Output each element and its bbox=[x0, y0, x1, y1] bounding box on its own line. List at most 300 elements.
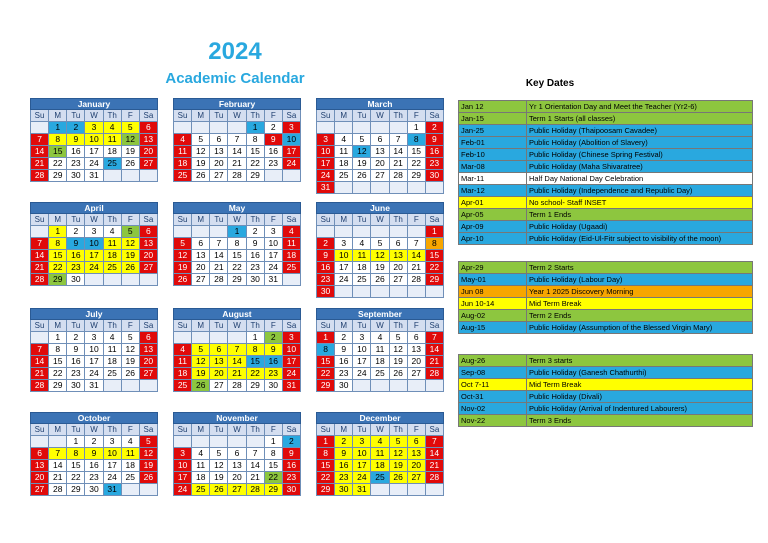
day-cell: 26 bbox=[192, 170, 210, 182]
day-cell: 2 bbox=[67, 332, 85, 344]
day-header: M bbox=[192, 424, 210, 436]
day-cell: 1 bbox=[408, 122, 426, 134]
day-cell: 28 bbox=[228, 170, 246, 182]
day-header: Th bbox=[390, 110, 408, 122]
month-july bbox=[30, 308, 158, 392]
empty-cell bbox=[31, 122, 49, 134]
day-cell: 18 bbox=[335, 158, 353, 170]
day-cell: 11 bbox=[283, 238, 301, 250]
day-cell: 19 bbox=[371, 262, 389, 274]
day-cell: 22 bbox=[408, 158, 426, 170]
day-header: Th bbox=[104, 320, 122, 332]
day-cell: 12 bbox=[353, 146, 371, 158]
day-header: M bbox=[49, 214, 67, 226]
month-grid bbox=[173, 424, 301, 496]
day-cell: 12 bbox=[371, 250, 389, 262]
day-header: Sa bbox=[426, 214, 444, 226]
day-cell: 12 bbox=[210, 460, 228, 472]
month-title: March bbox=[316, 98, 444, 110]
empty-cell bbox=[426, 286, 444, 298]
day-cell: 2 bbox=[317, 238, 335, 250]
day-header: Th bbox=[247, 214, 265, 226]
day-cell: 26 bbox=[192, 380, 210, 392]
month-may bbox=[173, 202, 301, 286]
empty-cell bbox=[122, 380, 140, 392]
empty-cell bbox=[104, 380, 122, 392]
day-cell: 15 bbox=[49, 250, 67, 262]
day-cell: 10 bbox=[283, 344, 301, 356]
day-header: M bbox=[49, 424, 67, 436]
day-cell: 1 bbox=[265, 436, 283, 448]
empty-cell bbox=[174, 122, 192, 134]
day-cell: 8 bbox=[426, 238, 444, 250]
empty-cell bbox=[371, 226, 389, 238]
month-title: July bbox=[30, 308, 158, 320]
day-cell: 30 bbox=[265, 380, 283, 392]
day-cell: 22 bbox=[49, 262, 67, 274]
empty-cell bbox=[408, 380, 426, 392]
day-cell: 29 bbox=[247, 380, 265, 392]
day-cell: 28 bbox=[31, 274, 49, 286]
day-cell: 19 bbox=[174, 262, 192, 274]
day-header: W bbox=[85, 424, 103, 436]
key-date-row bbox=[458, 274, 753, 286]
day-cell: 31 bbox=[283, 380, 301, 392]
day-cell: 3 bbox=[353, 332, 371, 344]
day-cell: 14 bbox=[228, 356, 246, 368]
day-cell: 26 bbox=[140, 472, 158, 484]
day-cell: 22 bbox=[67, 472, 85, 484]
empty-cell bbox=[390, 182, 408, 194]
day-cell: 5 bbox=[192, 344, 210, 356]
day-header: Sa bbox=[426, 424, 444, 436]
day-cell: 27 bbox=[210, 380, 228, 392]
day-cell: 3 bbox=[335, 238, 353, 250]
month-december bbox=[316, 412, 444, 496]
empty-cell bbox=[408, 484, 426, 496]
empty-cell bbox=[31, 332, 49, 344]
key-date: Jan-25 bbox=[459, 125, 527, 136]
month-grid bbox=[316, 214, 444, 298]
day-cell: 29 bbox=[67, 484, 85, 496]
day-cell: 2 bbox=[335, 436, 353, 448]
empty-cell bbox=[174, 436, 192, 448]
day-header: Su bbox=[174, 320, 192, 332]
day-cell: 10 bbox=[85, 344, 103, 356]
day-cell: 8 bbox=[228, 238, 246, 250]
day-header: F bbox=[408, 214, 426, 226]
day-cell: 5 bbox=[371, 238, 389, 250]
day-header: Tu bbox=[67, 424, 85, 436]
key-description: Public Holiday (Divali) bbox=[529, 392, 602, 401]
empty-cell bbox=[317, 122, 335, 134]
key-description: Term 3 Ends bbox=[529, 416, 572, 425]
day-cell: 9 bbox=[67, 134, 85, 146]
empty-cell bbox=[371, 380, 389, 392]
day-cell: 19 bbox=[210, 472, 228, 484]
day-cell: 24 bbox=[104, 472, 122, 484]
day-cell: 12 bbox=[122, 238, 140, 250]
day-cell: 4 bbox=[104, 332, 122, 344]
day-cell: 5 bbox=[390, 332, 408, 344]
day-cell: 13 bbox=[192, 250, 210, 262]
day-cell: 24 bbox=[265, 262, 283, 274]
day-header: Sa bbox=[140, 110, 158, 122]
day-cell: 9 bbox=[335, 448, 353, 460]
day-header: Sa bbox=[283, 320, 301, 332]
day-cell: 24 bbox=[353, 472, 371, 484]
empty-cell bbox=[371, 122, 389, 134]
day-cell: 12 bbox=[390, 344, 408, 356]
day-cell: 5 bbox=[192, 134, 210, 146]
day-cell: 27 bbox=[192, 274, 210, 286]
day-cell: 31 bbox=[85, 170, 103, 182]
day-cell: 17 bbox=[283, 146, 301, 158]
empty-cell bbox=[31, 226, 49, 238]
day-cell: 16 bbox=[335, 356, 353, 368]
empty-cell bbox=[390, 226, 408, 238]
day-cell: 29 bbox=[265, 484, 283, 496]
day-cell: 9 bbox=[67, 238, 85, 250]
day-cell: 4 bbox=[122, 436, 140, 448]
day-cell: 21 bbox=[426, 460, 444, 472]
day-cell: 2 bbox=[426, 122, 444, 134]
month-grid bbox=[30, 320, 158, 392]
day-cell: 24 bbox=[85, 158, 103, 170]
day-cell: 14 bbox=[31, 146, 49, 158]
day-cell: 16 bbox=[283, 460, 301, 472]
day-cell: 12 bbox=[140, 448, 158, 460]
day-cell: 24 bbox=[335, 274, 353, 286]
key-date-row bbox=[458, 415, 753, 427]
day-cell: 10 bbox=[85, 134, 103, 146]
day-cell: 27 bbox=[408, 368, 426, 380]
day-cell: 3 bbox=[283, 332, 301, 344]
day-cell: 28 bbox=[31, 170, 49, 182]
key-date-row bbox=[458, 113, 753, 125]
day-cell: 21 bbox=[31, 262, 49, 274]
day-cell: 13 bbox=[31, 460, 49, 472]
empty-cell bbox=[353, 182, 371, 194]
day-cell: 14 bbox=[49, 460, 67, 472]
day-cell: 30 bbox=[335, 380, 353, 392]
month-october bbox=[30, 412, 158, 496]
day-cell: 7 bbox=[31, 134, 49, 146]
day-cell: 12 bbox=[122, 134, 140, 146]
day-cell: 21 bbox=[426, 356, 444, 368]
day-cell: 20 bbox=[408, 356, 426, 368]
day-cell: 25 bbox=[371, 368, 389, 380]
day-cell: 21 bbox=[390, 158, 408, 170]
month-grid bbox=[173, 110, 301, 182]
day-cell: 21 bbox=[31, 158, 49, 170]
day-cell: 24 bbox=[283, 368, 301, 380]
day-cell: 23 bbox=[85, 472, 103, 484]
day-cell: 4 bbox=[371, 332, 389, 344]
day-cell: 10 bbox=[265, 238, 283, 250]
key-date: Jan 12 bbox=[459, 101, 527, 112]
key-date-row bbox=[458, 310, 753, 322]
day-header: F bbox=[408, 424, 426, 436]
key-date-row bbox=[458, 209, 753, 221]
key-description: Public Holiday (Labour Day) bbox=[529, 275, 623, 284]
day-cell: 15 bbox=[317, 356, 335, 368]
day-cell: 6 bbox=[31, 448, 49, 460]
key-description: Public Holiday (Arrival of Indentured Labourers) bbox=[529, 404, 687, 413]
key-date-row bbox=[458, 403, 753, 415]
day-cell: 10 bbox=[317, 146, 335, 158]
empty-cell bbox=[122, 170, 140, 182]
day-cell: 12 bbox=[390, 448, 408, 460]
day-cell: 10 bbox=[104, 448, 122, 460]
month-title: November bbox=[173, 412, 301, 424]
day-cell: 15 bbox=[408, 146, 426, 158]
day-cell: 3 bbox=[283, 122, 301, 134]
day-header: M bbox=[192, 320, 210, 332]
key-date: Mar-08 bbox=[459, 161, 527, 172]
day-cell: 8 bbox=[247, 344, 265, 356]
empty-cell bbox=[228, 436, 246, 448]
empty-cell bbox=[140, 170, 158, 182]
day-cell: 18 bbox=[192, 472, 210, 484]
day-cell: 19 bbox=[353, 158, 371, 170]
day-header: Su bbox=[317, 110, 335, 122]
month-title: October bbox=[30, 412, 158, 424]
day-cell: 15 bbox=[228, 250, 246, 262]
day-cell: 25 bbox=[104, 368, 122, 380]
day-cell: 26 bbox=[122, 158, 140, 170]
key-date: Apr-29 bbox=[459, 262, 527, 273]
day-cell: 24 bbox=[283, 158, 301, 170]
day-header: Th bbox=[390, 214, 408, 226]
day-cell: 28 bbox=[228, 380, 246, 392]
day-cell: 9 bbox=[265, 134, 283, 146]
day-cell: 6 bbox=[140, 226, 158, 238]
day-header: Su bbox=[174, 110, 192, 122]
day-cell: 23 bbox=[265, 368, 283, 380]
day-cell: 5 bbox=[140, 436, 158, 448]
day-cell: 25 bbox=[335, 170, 353, 182]
day-cell: 18 bbox=[104, 356, 122, 368]
month-march bbox=[316, 98, 444, 194]
key-date-row bbox=[458, 261, 753, 274]
empty-cell bbox=[174, 226, 192, 238]
empty-cell bbox=[228, 122, 246, 134]
day-cell: 20 bbox=[210, 368, 228, 380]
month-february bbox=[173, 98, 301, 182]
empty-cell bbox=[140, 274, 158, 286]
day-cell: 22 bbox=[228, 262, 246, 274]
day-cell: 11 bbox=[104, 238, 122, 250]
day-cell: 7 bbox=[247, 448, 265, 460]
day-cell: 28 bbox=[408, 274, 426, 286]
empty-cell bbox=[31, 436, 49, 448]
day-cell: 5 bbox=[353, 134, 371, 146]
day-cell: 28 bbox=[390, 170, 408, 182]
day-cell: 4 bbox=[283, 226, 301, 238]
day-header: Tu bbox=[210, 424, 228, 436]
day-cell: 12 bbox=[192, 356, 210, 368]
key-date-row bbox=[458, 125, 753, 137]
day-cell: 13 bbox=[408, 448, 426, 460]
day-cell: 19 bbox=[122, 250, 140, 262]
day-cell: 14 bbox=[31, 250, 49, 262]
day-cell: 16 bbox=[265, 356, 283, 368]
day-cell: 25 bbox=[174, 170, 192, 182]
key-date-row bbox=[458, 161, 753, 173]
day-header: W bbox=[85, 214, 103, 226]
day-cell: 13 bbox=[210, 146, 228, 158]
month-august bbox=[173, 308, 301, 392]
day-cell: 10 bbox=[174, 460, 192, 472]
day-cell: 23 bbox=[265, 158, 283, 170]
key-dates-table bbox=[458, 261, 753, 334]
empty-cell bbox=[210, 436, 228, 448]
key-date: May-01 bbox=[459, 274, 527, 285]
empty-cell bbox=[174, 332, 192, 344]
day-cell: 30 bbox=[67, 274, 85, 286]
empty-cell bbox=[408, 226, 426, 238]
day-cell: 31 bbox=[265, 274, 283, 286]
key-date-row bbox=[458, 197, 753, 209]
empty-cell bbox=[335, 122, 353, 134]
day-cell: 5 bbox=[122, 332, 140, 344]
day-header: M bbox=[49, 320, 67, 332]
day-cell: 1 bbox=[247, 332, 265, 344]
day-cell: 16 bbox=[317, 262, 335, 274]
day-cell: 19 bbox=[390, 356, 408, 368]
key-date-row bbox=[458, 354, 753, 367]
day-cell: 6 bbox=[192, 238, 210, 250]
day-cell: 11 bbox=[371, 344, 389, 356]
day-cell: 8 bbox=[67, 448, 85, 460]
day-cell: 15 bbox=[247, 146, 265, 158]
key-date-row bbox=[458, 221, 753, 233]
empty-cell bbox=[192, 122, 210, 134]
empty-cell bbox=[353, 122, 371, 134]
day-cell: 20 bbox=[228, 472, 246, 484]
key-date: Apr-09 bbox=[459, 221, 527, 232]
day-cell: 23 bbox=[335, 368, 353, 380]
day-header: F bbox=[408, 110, 426, 122]
day-cell: 23 bbox=[426, 158, 444, 170]
day-cell: 8 bbox=[247, 134, 265, 146]
day-cell: 9 bbox=[335, 344, 353, 356]
day-cell: 18 bbox=[104, 146, 122, 158]
day-cell: 4 bbox=[174, 344, 192, 356]
month-grid bbox=[30, 110, 158, 182]
empty-cell bbox=[353, 226, 371, 238]
day-cell: 6 bbox=[228, 448, 246, 460]
day-cell: 28 bbox=[31, 380, 49, 392]
day-cell: 10 bbox=[353, 448, 371, 460]
day-cell: 9 bbox=[317, 250, 335, 262]
day-header: Th bbox=[104, 110, 122, 122]
month-grid bbox=[173, 214, 301, 286]
day-cell: 30 bbox=[283, 484, 301, 496]
empty-cell bbox=[353, 286, 371, 298]
day-header: Th bbox=[104, 424, 122, 436]
day-header: M bbox=[192, 214, 210, 226]
key-date-row bbox=[458, 367, 753, 379]
key-date: Mar-11 bbox=[459, 173, 527, 184]
day-header: Su bbox=[317, 320, 335, 332]
month-title: April bbox=[30, 202, 158, 214]
day-cell: 24 bbox=[174, 484, 192, 496]
key-date: Apr-05 bbox=[459, 209, 527, 220]
day-header: Tu bbox=[67, 214, 85, 226]
month-june bbox=[316, 202, 444, 298]
day-header: Sa bbox=[140, 214, 158, 226]
day-cell: 1 bbox=[228, 226, 246, 238]
day-cell: 21 bbox=[247, 472, 265, 484]
month-title: May bbox=[173, 202, 301, 214]
day-cell: 17 bbox=[335, 262, 353, 274]
day-cell: 25 bbox=[353, 274, 371, 286]
day-cell: 11 bbox=[174, 356, 192, 368]
day-cell: 5 bbox=[122, 122, 140, 134]
day-cell: 3 bbox=[85, 332, 103, 344]
day-cell: 7 bbox=[426, 332, 444, 344]
day-header: Sa bbox=[426, 320, 444, 332]
day-header: W bbox=[228, 214, 246, 226]
day-cell: 16 bbox=[426, 146, 444, 158]
empty-cell bbox=[122, 484, 140, 496]
key-date-row bbox=[458, 298, 753, 310]
empty-cell bbox=[283, 170, 301, 182]
day-cell: 17 bbox=[353, 356, 371, 368]
day-cell: 8 bbox=[49, 134, 67, 146]
day-cell: 12 bbox=[122, 344, 140, 356]
day-cell: 2 bbox=[85, 436, 103, 448]
day-cell: 8 bbox=[408, 134, 426, 146]
day-cell: 3 bbox=[317, 134, 335, 146]
month-title: December bbox=[316, 412, 444, 424]
empty-cell bbox=[335, 226, 353, 238]
day-cell: 23 bbox=[67, 262, 85, 274]
key-date: Oct-31 bbox=[459, 391, 527, 402]
day-cell: 13 bbox=[140, 344, 158, 356]
day-cell: 25 bbox=[122, 472, 140, 484]
empty-cell bbox=[426, 380, 444, 392]
day-cell: 1 bbox=[67, 436, 85, 448]
day-cell: 26 bbox=[122, 368, 140, 380]
key-description: Term 2 Starts bbox=[529, 263, 574, 272]
day-cell: 21 bbox=[31, 368, 49, 380]
day-cell: 13 bbox=[228, 460, 246, 472]
day-cell: 3 bbox=[85, 122, 103, 134]
day-cell: 7 bbox=[228, 134, 246, 146]
key-description: Mid Term Break bbox=[529, 380, 582, 389]
day-header: F bbox=[122, 320, 140, 332]
day-cell: 23 bbox=[283, 472, 301, 484]
key-description: Public Holiday (Chinese Spring Festival) bbox=[529, 150, 663, 159]
day-cell: 21 bbox=[228, 368, 246, 380]
day-cell: 18 bbox=[283, 250, 301, 262]
day-header: Sa bbox=[140, 320, 158, 332]
day-header: W bbox=[228, 424, 246, 436]
day-cell: 15 bbox=[247, 356, 265, 368]
day-cell: 26 bbox=[371, 274, 389, 286]
day-cell: 17 bbox=[317, 158, 335, 170]
calendar-year: 2024 bbox=[208, 38, 262, 65]
day-header: W bbox=[371, 424, 389, 436]
day-cell: 22 bbox=[317, 472, 335, 484]
day-header: Tu bbox=[67, 320, 85, 332]
day-cell: 28 bbox=[426, 368, 444, 380]
key-date: Oct 7-11 bbox=[459, 379, 527, 390]
day-cell: 29 bbox=[228, 274, 246, 286]
